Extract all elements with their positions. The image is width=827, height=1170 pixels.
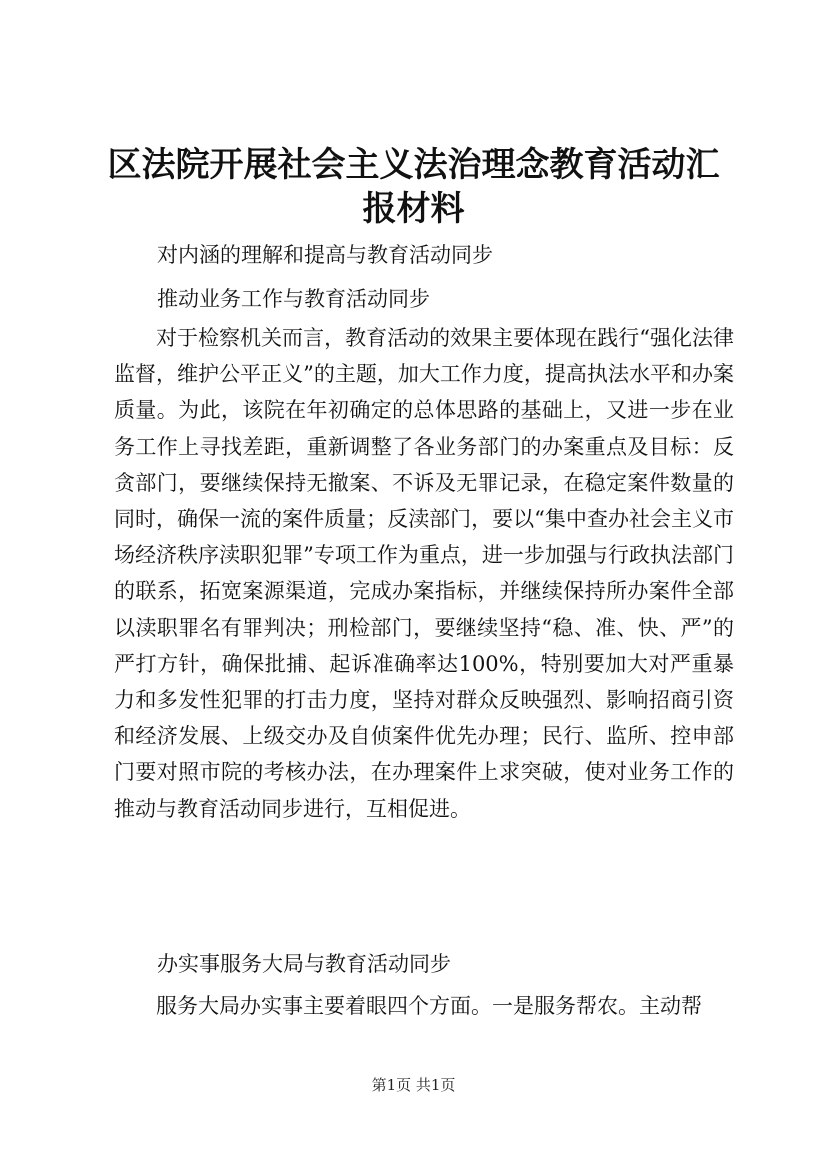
section-heading-3: 办实事服务大局与教育活动同步 xyxy=(157,952,451,976)
body-paragraph-1: 对于检察机关而言，教育活动的效果主要体现在践行“强化法律监督，维护公平正义”的主题，加大工作力度，提高执法水平和办案质量。为此，该院在年初确定的总体思路的基础上，又进一步在业务工作上寻找差距，重新调整了各业务部门的办案重点及目标：反贪部门，要继续保持无撤案、不诉及无罪记录，在稳定案件数量的同时，确保一流的案件质量；反渎部门，要以“集中查办社会主义市场经济秩序渎职犯罪”专项工作为重点，进一步加强与行政执法部门的联系，拓宽案源渠道，完成办案指标，并继续保持所办案件全部以渎职罪名有罪判决；刑检部门，要继续坚持“稳、准、快、严”的严打方针，确保批捕、起诉准确率达100%，特别要加大对严重暴力和多发性犯罪的打击力度，坚持对群众反映强烈、影响招商引资和经济发展、上级交办及自侦案件优先办理；民行、监所、控申部门要对照市院的考核办法，在办理案件上求突破，使对业务工作的推动与教育活动同步进行，互相促进。 xyxy=(114,326,734,821)
page-footer: 第1页 共1页 xyxy=(371,1076,456,1094)
body-paragraph-2: 服务大局办实事主要着眼四个方面。一是服务帮农。主动帮 xyxy=(156,994,702,1018)
section-heading-1: 对内涵的理解和提高与教育活动同步 xyxy=(157,243,493,267)
section-heading-2: 推动业务工作与教育活动同步 xyxy=(157,287,430,311)
document-title: 区法院开展社会主义法治理念教育活动汇报材料 xyxy=(107,145,720,229)
